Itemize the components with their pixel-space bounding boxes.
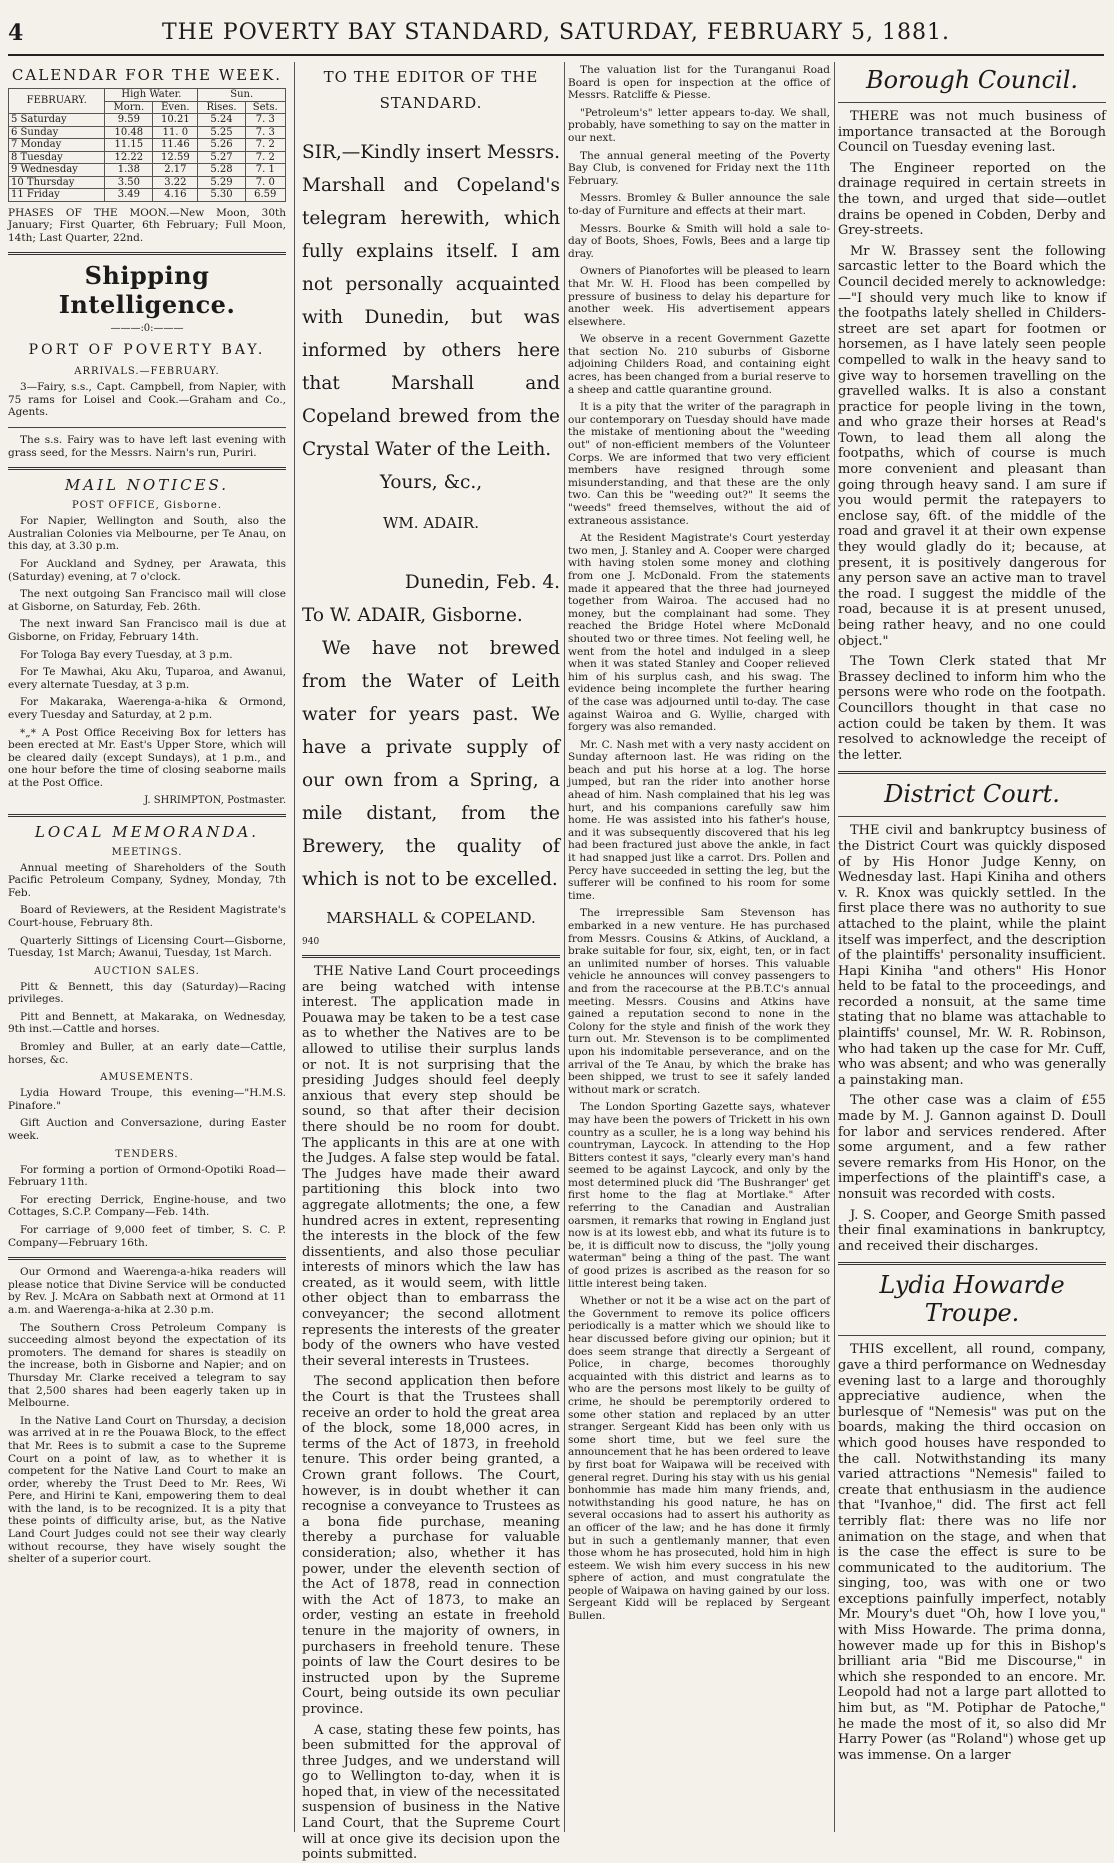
- amusement-item: Lydia Howard Troupe, this evening—"H.M.S. Pinafore.": [8, 1087, 286, 1112]
- calendar-sets: 7. 2: [245, 139, 285, 152]
- section-rule: [838, 1262, 1106, 1265]
- news-paragraph: Messrs. Bromley & Buller announce the sale to-day of Furniture and effects at their mart.: [568, 192, 830, 217]
- amusement-item: Gift Auction and Conversazione, during Easter week.: [8, 1117, 286, 1143]
- shipping-note: The s.s. Fairy was to have left last evening with grass seed, for the Messrs. Nairn's run, Puriri.: [8, 434, 286, 459]
- calendar-morn: 9.59: [105, 114, 153, 127]
- shipping-heading: Shipping Intelligence.: [58, 261, 236, 320]
- calendar-row: [9, 176, 286, 189]
- section-rule: [8, 814, 286, 817]
- telegram-signature: MARSHALL & COPELAND.: [326, 909, 536, 927]
- memoranda-heading: LOCAL MEMORANDA.: [34, 822, 260, 841]
- tender-item: For carriage of 9,000 feet of timber, S. C. P. Company—February 16th.: [8, 1224, 286, 1249]
- arrival-entry: 3—Fairy, s.s., Capt. Campbell, from Napier, with 75 rams for Loisel and Cook.—Graham and Co., Agents.: [8, 381, 286, 419]
- moon-phases: PHASES OF THE MOON.—New Moon, 30th January; First Quarter, 6th February; Full Moon, 14th; Last Quarter, 22nd.: [8, 206, 286, 244]
- telegram-recipient: To W. ADAIR, Gisborne.: [302, 605, 523, 626]
- column-4: [838, 64, 1106, 1829]
- calendar-morn: 12.22: [105, 151, 153, 164]
- column-2-articles: [302, 964, 560, 1863]
- mail-notice: For Auckland and Sydney, per Arawata, this (Saturday) evening, at 7 o'clock.: [8, 558, 286, 583]
- news-paragraph: The annual general meeting of the Poverty Bay Club, is convened for Friday next the 11th February.: [568, 149, 830, 187]
- calendar-rises: 5.30: [198, 189, 245, 202]
- calendar-sets: 7. 1: [245, 164, 285, 177]
- borough-council-article: [838, 109, 1106, 763]
- section-rule: [8, 467, 286, 470]
- col-sets: Sets.: [245, 101, 285, 114]
- column-divider: [294, 62, 295, 1832]
- calendar-sets: 7. 3: [245, 114, 285, 127]
- section-rule: [302, 955, 560, 958]
- letter-signature: WM. ADAIR.: [383, 514, 479, 532]
- calendar-row: [9, 189, 286, 202]
- calendar-even: 11. 0: [153, 126, 198, 139]
- news-paragraph: At the Resident Magistrate's Court yesterday two men, J. Stanley and A. Cooper were charged with having stolen some money and clothing from one J. McDonald. From the statements made it appeared that the three had journeyed together from Wairoa. The accused had no money, but the complainant had some. They reached the Bridge Hotel where McDonald shouted two or three times. Not feeling well, he went from the hotel and indulged in a sleep when it was stated Stanley and Cooper relieved him of his surplus cash, and his swag. The evidence being incomplete the further hearing of the case was adjourned until to-day. The case against Wairoa and G. Wyllie, charged with forgery was also remanded.: [568, 532, 830, 734]
- letter-editor-heading: TO THE EDITOR OF THE STANDARD.: [323, 68, 539, 112]
- col-month: FEBRUARY.: [9, 89, 105, 114]
- tender-item: For erecting Derrick, Engine-house, and two Cottages, S.C.P. Company—Feb. 14th.: [8, 1193, 286, 1219]
- editorial-paragraph: The second application then before the Court is that the Trustees shall receive an order to hold the great area of the block, some 18,000 acres, in terms of the Act of 1873, in freehold tenure. This order being granted, a Crown grant follows. The Court, however, is in doubt whether it can recognise a conveyance to Trustees as a bona fide purchase, meaning thereby a purchase for valuable consideration; also, whether it has power, under the eleventh section of the Act of 1878, read in connection with the Act of 1873, to make an order, vesting an estate in freehold tenure in the majority of owners, in purchasers in freehold tenure. These points of law the Court desires to be instructed upon by the Supreme Court, being outside its own peculiar province.: [302, 1374, 560, 1717]
- editorial-paragraph: THE Native Land Court proceedings are being watched with intense interest. The application made in Pouawa may be taken to be a test case as to whether the Natives are to be allowed to utilise their surplus lands or not. It is not surprising that the presiding Judges should feel deeply anxious that every step should be sound, so that after their decision there should be no room for doubt. The applicants in this are at one with the Judges. A false step would be fatal. The Judges have made their award partitioning this block into two aggregate allotments; the one, a few hundred acres in extent, representing the interests in the block of the few dissentients, and also those peculiar interests of minors which the law has created, as it would seem, with little other object than to embarrass the conveyancer; the second allotment represents the interests of the greater body of the owners who have vested their several interests in Trustees.: [302, 964, 560, 1369]
- calendar-row: [9, 114, 286, 127]
- col-high-water: High Water.: [105, 89, 198, 102]
- calendar-even: 3.22: [153, 176, 198, 189]
- court-paragraph: J. S. Cooper, and George Smith passed their final examinations in bankruptcy, and received their discharges.: [838, 1207, 1106, 1254]
- news-paragraph: In the Native Land Court on Thursday, a decision was arrived at in re the Pouawa Block, to the effect that Mr. Rees is to submit a case to the Supreme Court on a point of law, as to whether it is competent for the Native Land Court to make an order, whereby the Trust Deed to Mr. Rees, Wi Pere, and Hirini te Kani, empowering them to deal with the land, is to be recognized. It is a pity that these points of difficulty arise, but, as the Native Land Court Judges could not see their way clearly without recourse, they have wisely sought the shelter of a superior court.: [8, 1414, 286, 1566]
- tender-item: For forming a portion of Ormond-Opotiki Road—February 11th.: [8, 1163, 286, 1189]
- meetings-heading: MEETINGS.: [111, 846, 183, 858]
- column-1-articles: [8, 1266, 286, 1566]
- calendar-even: 4.16: [153, 189, 198, 202]
- calendar-sets: 7. 2: [245, 151, 285, 164]
- calendar-day: 7 Monday: [9, 139, 105, 152]
- news-paragraph: Owners of Pianofortes will be pleased to learn that Mr. W. H. Flood has been compelled by pressure of business to delay his departure for another week. His advertisement appears elsewhere.: [568, 265, 830, 328]
- news-paragraph: It is a pity that the writer of the paragraph in our contemporary on Tuesday should have made the mistake of mentioning about the "weeding out" of non-efficient members of the Volunteer Corps. We are informed that two very efficient members have resigned through some misunderstanding, and that these are the only two. Can this be "weeding out?" It seems the "weeds" freed themselves, without the aid of extraneous assistance.: [568, 401, 830, 527]
- editorial-paragraph: A case, stating these few points, has been submitted for the approval of three Judges, and we understand will go to Wellington to-day, when it is hoped that, in view of the necessitated suspension of business in the Native Land Court, that the Supreme Court will at once give its decision upon the points submitted.: [302, 1722, 560, 1863]
- section-rule: [838, 816, 1106, 817]
- auction-item: Pitt & Bennett, this day (Saturday)—Racing privileges.: [8, 980, 286, 1006]
- calendar-day: 10 Thursday: [9, 176, 105, 189]
- calendar-rises: 5.25: [198, 126, 245, 139]
- mail-notice: *„* A Post Office Receiving Box for letters has been erected at Mr. East's Upper Store, which will be cleared daily (except Sundays), at 1 p.m., and one hour before the time of closing seaborne mails at the Post Office.: [8, 726, 286, 789]
- news-paragraph: "Petroleum's" letter appears to-day. We shall, probably, have something to say on the matter in our next.: [568, 106, 830, 144]
- news-paragraph: Our Ormond and Waerenga-a-hika readers will please notice that Divine Service will be conducted by Rev. J. McAra on Sabbath next at Ormond at 11 a.m. and Waerenga-a-hika at 2.30 p.m.: [8, 1266, 286, 1316]
- mail-notice: For Te Mawhai, Aku Aku, Tuparoa, and Awanui, every alternate Tuesday, at 3 p.m.: [8, 666, 286, 691]
- calendar-even: 10.21: [153, 114, 198, 127]
- troupe-paragraph: THIS excellent, all round, company, gave a third performance on Wednesday evening last to a large and thoroughly appreciative audience, when the burlesque of "Nemesis" was put on the boards, making the third occasion on which good houses have responded to the call. Notwithstanding its many varied attractions "Nemesis" failed to create that enthusiasm in the audience that "Ivanhoe," did. The first act fell terribly flat: there was no life nor animation on the stage, and when that is the case the effect is sure to be communicated to the auditorium. The singing, too, was with one or two exceptions painfully imperfect, notably Mr. Moury's duet "Oh, how I love you," with Miss Howarde. The prima donna, however made up for this in Bishop's brilliant aria "Bid me Discourse," in which she responded to an encore. Mr. Leopold had not a large part allotted to him but, as "M. Potiphar de Patoche," he made the most of it, so also did Mr Harry Power (as "Roland") whose get up was immense. On a larger: [838, 1342, 1106, 1763]
- calendar-sets: 7. 0: [245, 176, 285, 189]
- calendar-even: 12.59: [153, 151, 198, 164]
- calendar-even: 11.46: [153, 139, 198, 152]
- calendar-rises: 5.28: [198, 164, 245, 177]
- news-paragraph: The irrepressible Sam Stevenson has embarked in a new venture. He has purchased from Messrs. Cousins & Atkins, of Auckland, a brake suitable for four, six, eight, ten, or in fact an unlimited number of horses. This valuable vehicle he announces will convey passengers to and from the racecourse at the P.B.T.C's annual meeting. Messrs. Cousins and Atkins have gained a reputation second to none in the Colony for the style and finish of the work they turn out. Mr. Stevenson is to be complimented upon his indomitable perseverance, and on the arrival of the Te Anau, by which the brake has been shipped, we trust to see it safely landed without mark or scratch.: [568, 907, 830, 1096]
- amusements-heading: AMUSEMENTS.: [100, 1072, 194, 1084]
- arrivals-heading: ARRIVALS.—FEBRUARY.: [74, 366, 220, 378]
- section-rule: [838, 771, 1106, 774]
- calendar-rises: 5.27: [198, 151, 245, 164]
- borough-council-heading: Borough Council.: [865, 66, 1079, 94]
- calendar-morn: 11.15: [105, 139, 153, 152]
- calendar-heading: CALENDAR FOR THE WEEK.: [11, 66, 283, 84]
- column-divider: [564, 62, 565, 1832]
- column-divider: [834, 62, 835, 1832]
- district-court-article: [838, 823, 1106, 1254]
- calendar-row: [9, 126, 286, 139]
- section-rule: [8, 252, 286, 255]
- section-rule: [838, 1335, 1106, 1336]
- calendar-day: 9 Wednesday: [9, 164, 105, 177]
- lydia-troupe-heading: Lydia Howarde Troupe.: [879, 1271, 1065, 1328]
- masthead: [8, 20, 1104, 52]
- calendar-morn: 10.48: [105, 126, 153, 139]
- calendar-day: 6 Sunday: [9, 126, 105, 139]
- column-2: [302, 64, 560, 1863]
- news-paragraph: Messrs. Bourke & Smith will hold a sale to-day of Boots, Shoes, Fowls, Bees and a large tip dray.: [568, 222, 830, 260]
- mail-notice: The next outgoing San Francisco mail will close at Gisborne, on Saturday, Feb. 26th.: [8, 588, 286, 613]
- calendar-rises: 5.24: [198, 114, 245, 127]
- mail-notice: For Makaraka, Waerenga-a-hika & Ormond, every Tuesday and Saturday, at 2 p.m.: [8, 696, 286, 721]
- col-rises: Rises.: [198, 101, 245, 114]
- page-number: 4: [8, 20, 24, 46]
- meetings-list: [8, 862, 286, 960]
- calendar-morn: 3.50: [105, 176, 153, 189]
- port-heading: PORT OF POVERTY BAY.: [28, 342, 266, 359]
- newspaper-title: THE POVERTY BAY STANDARD, SATURDAY, FEBRUARY 5, 1881.: [162, 20, 950, 45]
- post-office: POST OFFICE, Gisborne.: [71, 500, 223, 512]
- auction-item: Bromley and Buller, at an early date—Cattle, horses, &c.: [8, 1041, 286, 1066]
- letter-body: SIR,—Kindly insert Messrs. Marshall and Copeland's telegram herewith, which fully explains itself. I am not personally acquainted with Dunedin, but was informed by others here that Marshall and Copeland brewed from the Crystal Water of the Leith.: [302, 142, 560, 460]
- calendar-day: 8 Tuesday: [9, 151, 105, 164]
- ornament: ———:0:———: [110, 323, 184, 335]
- calendar-sets: 7. 3: [245, 126, 285, 139]
- mail-notice: For Napier, Wellington and South, also the Australian Colonies via Melbourne, per Te Anau, on this day, at 3.30 p.m.: [8, 515, 286, 553]
- auctions-list: [8, 981, 286, 1067]
- calendar-row: [9, 164, 286, 177]
- news-paragraph: Mr. C. Nash met with a very nasty accident on Sunday afternoon last. He was riding on the beach and put his horse at a log. The horse jumped, but ran the rider into another horse ahead of him. Nash complained that his leg was hurt, and his companions carefully saw him home. He was assisted into his father's house, and it was subsequently discovered that his leg had been fractured just above the ankle, in fact it had snapped just like a carrot. Drs. Pollen and Percy have succeeded in setting the leg, but the sufferer will be confined to his room for some time.: [568, 738, 830, 902]
- column-3: [568, 64, 830, 1829]
- court-paragraph: THE civil and bankruptcy business of the District Court was quickly disposed of by His Honor Judge Kenny, on Wednesday last. Hapi Kiniha and others v. R. Knox was quickly settled. In the first place there was no authority to sue attached to the plaint, while the plaint itself was imperfect, and the description of the plaintiffs' personality insufficient. Hapi Kiniha "and others" His Honor held to be fatal to the proceedings, and recorded a nonsuit, at the same time stating that no blame was attachable to plaintiffs' counsel, Mr. W. R. Robinson, who had taken up the case for Mr. Cuff, who was absent; and who was generally a painstaking man.: [838, 823, 1106, 1088]
- letter-closing: Yours, &c.,: [379, 472, 483, 493]
- borough-paragraph: The Town Clerk stated that Mr Brassey declined to inform him who the persons were who rode on the footpath. Councillors thought in that case no action could be taken by them. It was resolved to acknowledge the receipt of the letter.: [838, 654, 1106, 763]
- news-paragraph: Whether or not it be a wise act on the part of the Government to remove its police officers periodically is a matter which we should like to hear discussed before giving our opinion; but it does seem strange that directly a Sergeant of Police, in charge, becomes thoroughly acquainted with this district and learns as to who are the persons most likely to be guilty of crime, he should be peremptorily ordered to some other station and replaced by an utter stranger. Sergeant Kidd has been only with us some short time, but we feel sure the announcement that he has been ordered to leave by first boat for Waipawa will be received with general regret. During his stay with us his genial bonhommie has made him many friends, and, notwithstanding his good nature, he has on several occasions had to assert his authority as an officer of the law; and he has done it firmly but in such a gentlemanly manner, that even those whom he has prosecuted, hold him in high esteem. We wish him every success in his new sphere of action, and must congratulate the people of Waipawa on having gained by our loss. Sergeant Kidd will be replaced by Sergeant Bullen.: [568, 1295, 831, 1623]
- district-court-heading: District Court.: [884, 780, 1060, 809]
- calendar-day: 5 Saturday: [9, 114, 105, 127]
- amusements-list: [8, 1087, 286, 1142]
- auction-item: Pitt and Bennett, at Makaraka, on Wednesday, 9th inst.—Cattle and horses.: [8, 1010, 286, 1036]
- meeting-item: Annual meeting of Shareholders of the South Pacific Petroleum Company, Sydney, Monday, 7th Feb.: [8, 861, 286, 899]
- meeting-item: Quarterly Sittings of Licensing Court—Gisborne, Tuesday, 1st March; Awanui, Tuesday, 1st March.: [8, 934, 286, 960]
- telegram-dateline: Dunedin, Feb. 4.: [404, 572, 560, 593]
- mail-heading: MAIL NOTICES.: [64, 476, 230, 495]
- postmaster-signature: J. SHRIMPTON, Postmaster.: [144, 794, 286, 806]
- mail-notice: For Tologa Bay every Tuesday, at 3 p.m.: [20, 648, 233, 661]
- tenders-list: [8, 1164, 286, 1250]
- mail-notices: [8, 515, 286, 789]
- column-1: [8, 64, 286, 1829]
- calendar-even: 2.17: [153, 164, 198, 177]
- mail-notice: The next inward San Francisco mail is due at Gisborne, on Friday, February 14th.: [8, 618, 286, 643]
- col-even: Even.: [153, 101, 198, 114]
- letter-to-editor: [302, 136, 560, 935]
- borough-paragraph: THERE was not much business of importance transacted at the Borough Council on Tuesday evening last.: [838, 109, 1106, 156]
- section-rule: [8, 1257, 286, 1260]
- col-sun: Sun.: [198, 89, 286, 102]
- auction-heading: AUCTION SALES.: [94, 965, 200, 977]
- calendar-day: 11 Friday: [9, 189, 105, 202]
- masthead-rule: [8, 54, 1104, 56]
- section-rule: [838, 102, 1106, 103]
- news-paragraph: The London Sporting Gazette says, whatever may have been the powers of Trickett in his own country as a sculler, he is a long way behind his countryman, Laycock. In attending to the Hop Bitters contest it says, "clearly every man's hand seemed to be against Laycock, and only by the most determined pluck did 'The Bushranger' get first home to the flag at Mortlake." After referring to the Canadian and Australian oarsmen, it remarks that rowing in England just now is at its lowest ebb, and what its future is to be, it is difficult now to discuss, the "jolly young waterman" being a thing of the past. The want of good prizes is ascribed as the reason for so little interest being taken.: [568, 1101, 830, 1290]
- calendar-morn: 3.49: [105, 189, 153, 202]
- telegram-text: We have not brewed from the Water of Leith water for years past. We have a private supply of our own from a Spring, a mile distant, from the Brewery, the quality of which is not to be excelled.: [302, 638, 560, 890]
- calendar-sets: 6.59: [245, 189, 285, 202]
- borough-paragraph: Mr W. Brassey sent the following sarcastic letter to the Board which the Council decided merely to acknowledge:—"I should very much like to know if the footpaths lately shelled in Childers-street are set apart for footmen or horsemen, as I have lately seen people compelled to walk in the heavy sand to give way to horsemen travelling on the gravelled walks. It is also a constant practice for people living in the town, and who graze their horses at Read's Town, to lead them all along the footpaths, which of course is much more convenient and pleasant than going through heavy sand. I am sure if you would permit the ratepayers to enclose say, 6ft. of the middle of the road and gravel it at their own expense they would gladly do it; because, at present, it is positively dangerous for any person save an active man to travel the road. I suggest the middle of the road, because it is at present unused, being rather heavy, and no one could object.": [838, 243, 1106, 649]
- court-paragraph: The other case was a claim of £55 made by M. J. Gannon against D. Doull for labor and services rendered. After some argument, and a few rather severe remarks from His Honor, on the imperfections of the plaintiff's case, a nonsuit was recorded with costs.: [838, 1093, 1106, 1202]
- lydia-troupe-article: [838, 1342, 1106, 1763]
- section-rule: [8, 427, 286, 428]
- column-3-articles: [568, 64, 830, 1623]
- calendar-row: [9, 139, 286, 152]
- col-morn: Morn.: [105, 101, 153, 114]
- calendar-row: [9, 151, 286, 164]
- news-paragraph: We observe in a recent Government Gazette that section No. 210 suburbs of Gisborne adjoining Childers Road, and containing eight acres, has been changed from a burial reserve to a sheep and cattle quarantine ground.: [568, 333, 830, 396]
- news-paragraph: The valuation list for the Turanganui Road Board is open for inspection at the office of Messrs. Ratcliffe & Piesse.: [568, 64, 830, 102]
- calendar-rises: 5.26: [198, 139, 245, 152]
- calendar-table: [8, 88, 286, 202]
- calendar-rises: 5.29: [198, 176, 245, 189]
- news-paragraph: The Southern Cross Petroleum Company is succeeding almost beyond the expectation of its promoters. The demand for shares is steadily on the increase, both in Gisborne and Napier; and on Thursday Mr. Clarke received a telegram to say that 2,500 shares had been eagerly taken up in Melbourne.: [8, 1321, 286, 1410]
- tenders-heading: TENDERS.: [115, 1148, 179, 1160]
- serial-number: 940: [302, 937, 320, 947]
- meeting-item: Board of Reviewers, at the Resident Magistrate's Court-house, February 8th.: [8, 904, 286, 929]
- borough-paragraph: The Engineer reported on the drainage required in certain streets in the town, and urged that side—outlet drains be opened in Cobden, Derby and Grey-streets.: [838, 160, 1106, 239]
- calendar-morn: 1.38: [105, 164, 153, 177]
